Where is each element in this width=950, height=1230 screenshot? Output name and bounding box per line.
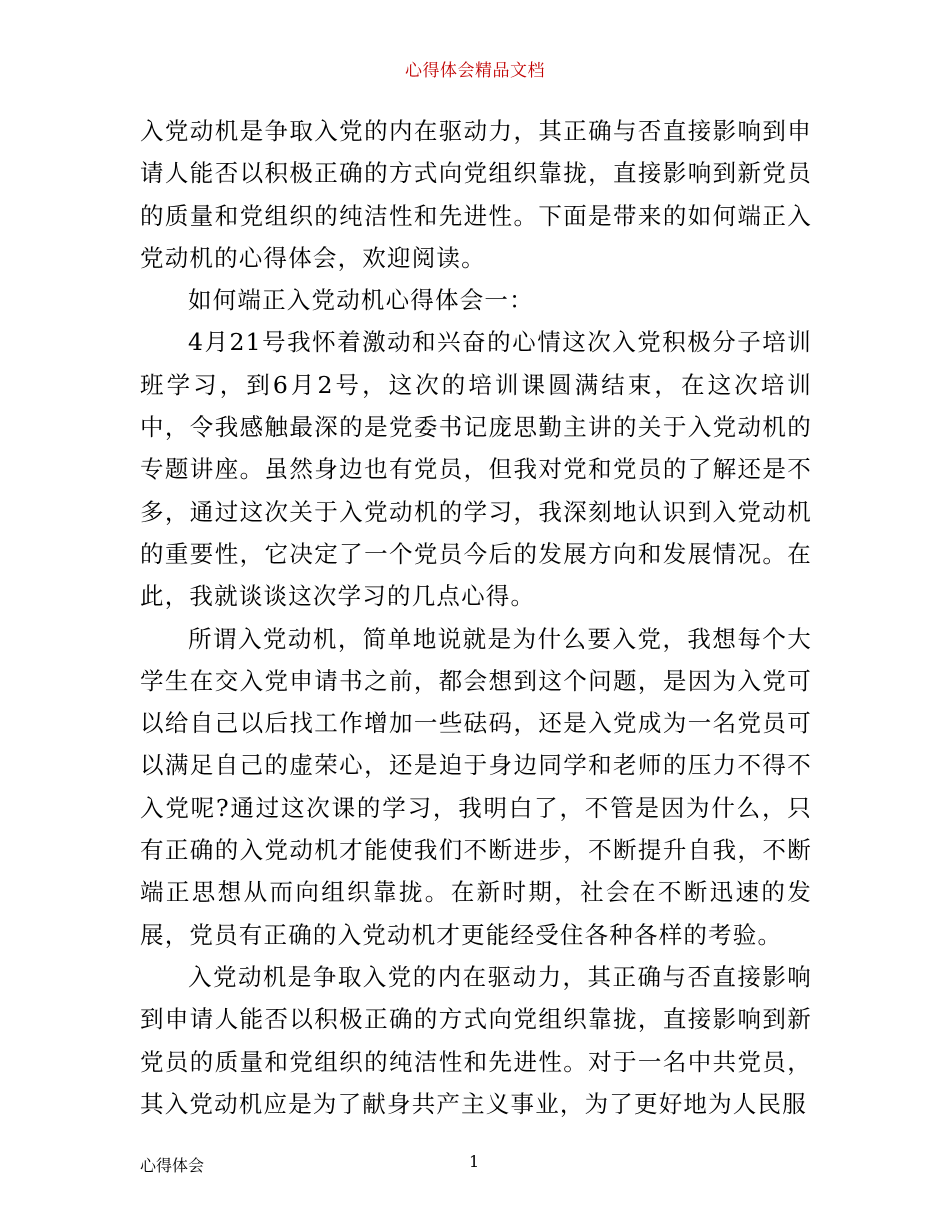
paragraph-training: 4月21号我怀着激动和兴奋的心情这次入党积极分子培训班学习，到6月2号，这次的培训课圆满结束，在这次培训中，令我感触最深的是党委书记庞思勤主讲的关于入党动机的专题讲座。虽然身边也有党员，但我对党和党员的了解还是不多，通过这次关于入党动机的学习，我深刻地认识到入党动机的重要性，它决定了一个党员今后的发展方向和发展情况。在此，我就谈谈这次学习的几点心得。: [140, 328, 812, 611]
page-number: 1: [469, 1152, 480, 1171]
paragraph-driving-force: 入党动机是争取入党的内在驱动力，其正确与否直接影响到申请人能否以积极正确的方式向党组织靠拢，直接影响到新党员的质量和党组织的纯洁性和先进性。对于一名中共党员，其入党动机应是为了献身共产主义事业，为了更好地为人民服: [140, 962, 812, 1118]
paragraph-motivation: 所谓入党动机，简单地说就是为什么要入党，我想每个大学生在交入党申请书之前，都会想到这个问题，是因为入党可以给自己以后找工作增加一些砝码，还是入党成为一名党员可以满足自己的虚荣心，还是迫于身边同学和老师的压力不得不入党呢?通过这次课的学习，我明白了，不管是因为什么，只有正确的入党动机才能使我们不断进步，不断提升自我，不断端正思想从而向组织靠拢。在新时期，社会在不断迅速的发展，党员有正确的入党动机才更能经受住各种各样的考验。: [140, 624, 812, 949]
footer-label: 心得体会: [140, 1156, 205, 1175]
document-body: [140, 110, 812, 1125]
page-header-title: 心得体会精品文档: [405, 61, 545, 81]
section-heading: 如何端正入党动机心得体会一：: [188, 286, 534, 315]
paragraph-intro: 入党动机是争取入党的内在驱动力，其正确与否直接影响到申请人能否以积极正确的方式向党组织靠拢，直接影响到新党员的质量和党组织的纯洁性和先进性。下面是带来的如何端正入党动机的心得体会，欢迎阅读。: [140, 117, 812, 272]
